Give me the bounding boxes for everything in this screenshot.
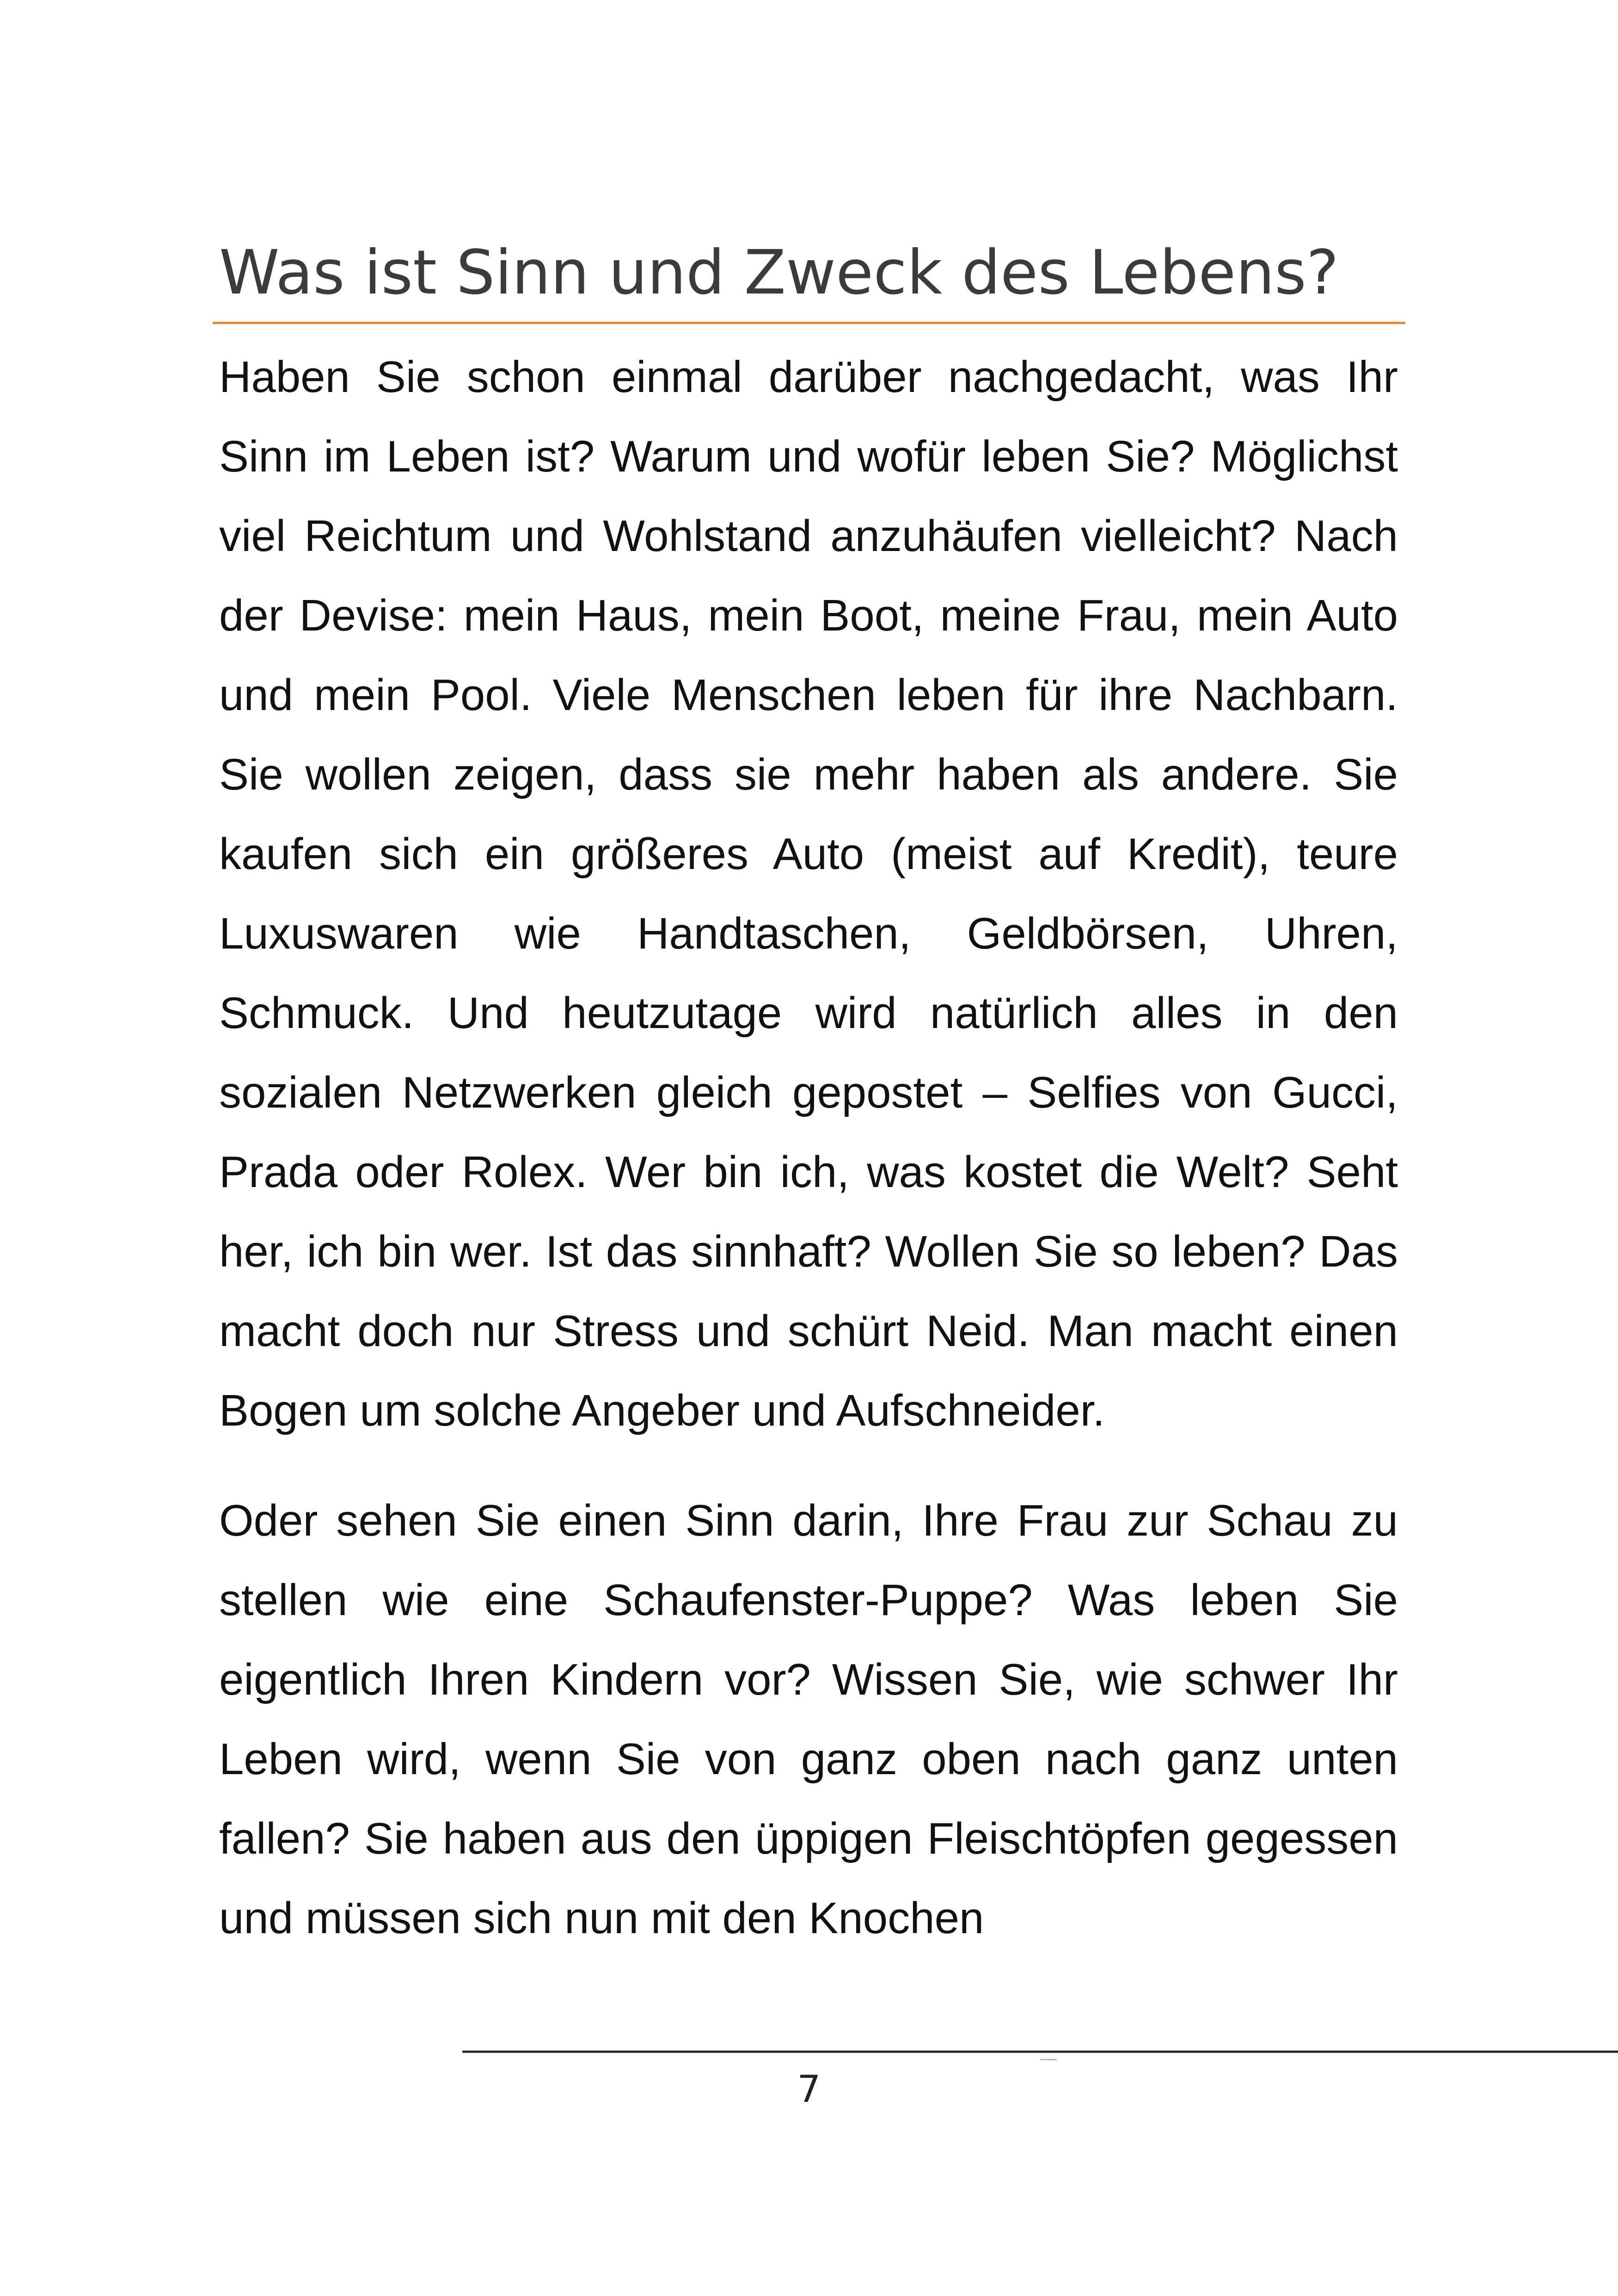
footer-divider [462, 2051, 1618, 2053]
heading-underline [213, 322, 1405, 324]
page-number: 7 [797, 2068, 821, 2111]
paragraph-2: Oder sehen Sie einen Sinn darin, Ihre Frau zur Schau zu stellen wie eine Schaufenster-Puppe? Was leben Sie eigentlich Ihren Kindern vor? Wissen Sie, wie schwer Ihr Leben wird, wenn Sie von ganz oben nach ganz unten fallen? Sie haben aus den üppigen Fleischtöpfen gegessen und müssen sich nun mit den Knochen [219, 1496, 1398, 1943]
footer-divider-mark [1040, 2059, 1057, 2060]
paragraph-1: Haben Sie schon einmal darüber nachgedacht, was Ihr Sinn im Leben ist? Warum und wofür leben Sie? Möglichst viel Reichtum und Wohlstand anzuhäufen vielleicht? Nach der Devise: mein Haus, mein Boot, meine Frau, mein Auto und mein Pool. Viele Menschen leben für ihre Nachbarn. Sie wollen zeigen, dass sie mehr haben als andere. Sie kaufen sich ein größeres Auto (meist auf Kredit), teure Luxuswaren wie Handtaschen, Geldbörsen, Uhren, Schmuck. Und heutzutage wird natürlich alles in den sozialen Netzwerken gleich gepostet – Selfies von Gucci, Prada oder Rolex. Wer bin ich, was kostet die Welt? Seht her, ich bin wer. Ist das sinnhaft? Wollen Sie so leben? Das macht doch nur Stress und schürt Neid. Man macht einen Bogen um solche Angeber und Aufschneider. [219, 352, 1398, 1435]
page-title: Was ist Sinn und Zweck des Lebens? [219, 237, 1339, 308]
